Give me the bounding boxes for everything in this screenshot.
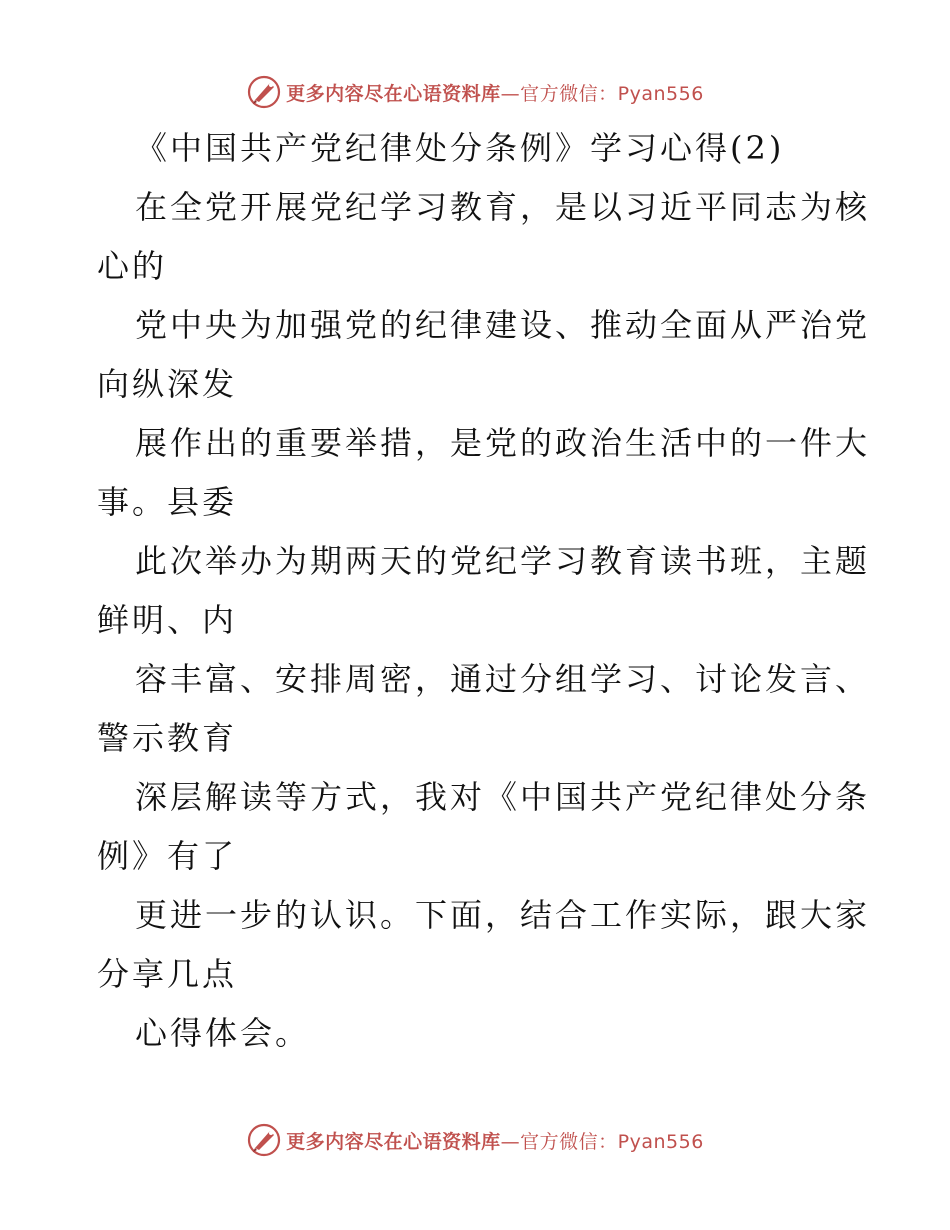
- quill-logo-icon: [246, 1122, 282, 1158]
- footer-watermark-rest: —官方微信：Pyan556: [500, 1130, 704, 1153]
- header-watermark-rest: —官方微信：Pyan556: [500, 82, 704, 105]
- document-title: 《中国共产党纪律处分条例》学习心得(2): [135, 129, 785, 167]
- paragraph-line: 在全党开展党纪学习教育，是以习近平同志为核: [135, 188, 871, 226]
- paragraph-line: 容丰富、安排周密，通过分组学习、讨论发言、: [135, 660, 871, 698]
- paragraph-line: 事。县委: [97, 483, 238, 521]
- header-watermark-bold: 更多内容尽在心语资料库: [286, 82, 501, 105]
- header-watermark: [0, 72, 950, 112]
- paragraph-line: 心的: [97, 247, 168, 285]
- paragraph-line: 更进一步的认识。下面，结合工作实际，跟大家: [135, 896, 871, 934]
- paragraph-line: 心得体会。: [135, 1014, 311, 1052]
- header-watermark-text: [286, 79, 704, 106]
- paragraph-line: 例》有了: [97, 837, 238, 875]
- footer-watermark: [0, 1120, 950, 1160]
- paragraph-line: 党中央为加强党的纪律建设、推动全面从严治党: [135, 306, 871, 344]
- paragraph-line: 警示教育: [97, 719, 238, 757]
- document-body: [97, 119, 871, 1063]
- paragraph-line: 鲜明、内: [97, 601, 238, 639]
- paragraph-line: 此次举办为期两天的党纪学习教育读书班，主题: [135, 542, 871, 580]
- paragraph-line: 向纵深发: [97, 365, 238, 403]
- paragraph-line: 展作出的重要举措，是党的政治生活中的一件大: [135, 424, 871, 462]
- paragraph-line: 分享几点: [97, 955, 238, 993]
- paragraph-line: 深层解读等方式，我对《中国共产党纪律处分条: [135, 778, 871, 816]
- quill-logo-icon: [246, 74, 282, 110]
- footer-watermark-bold: 更多内容尽在心语资料库: [286, 1130, 501, 1153]
- footer-watermark-text: [286, 1127, 704, 1154]
